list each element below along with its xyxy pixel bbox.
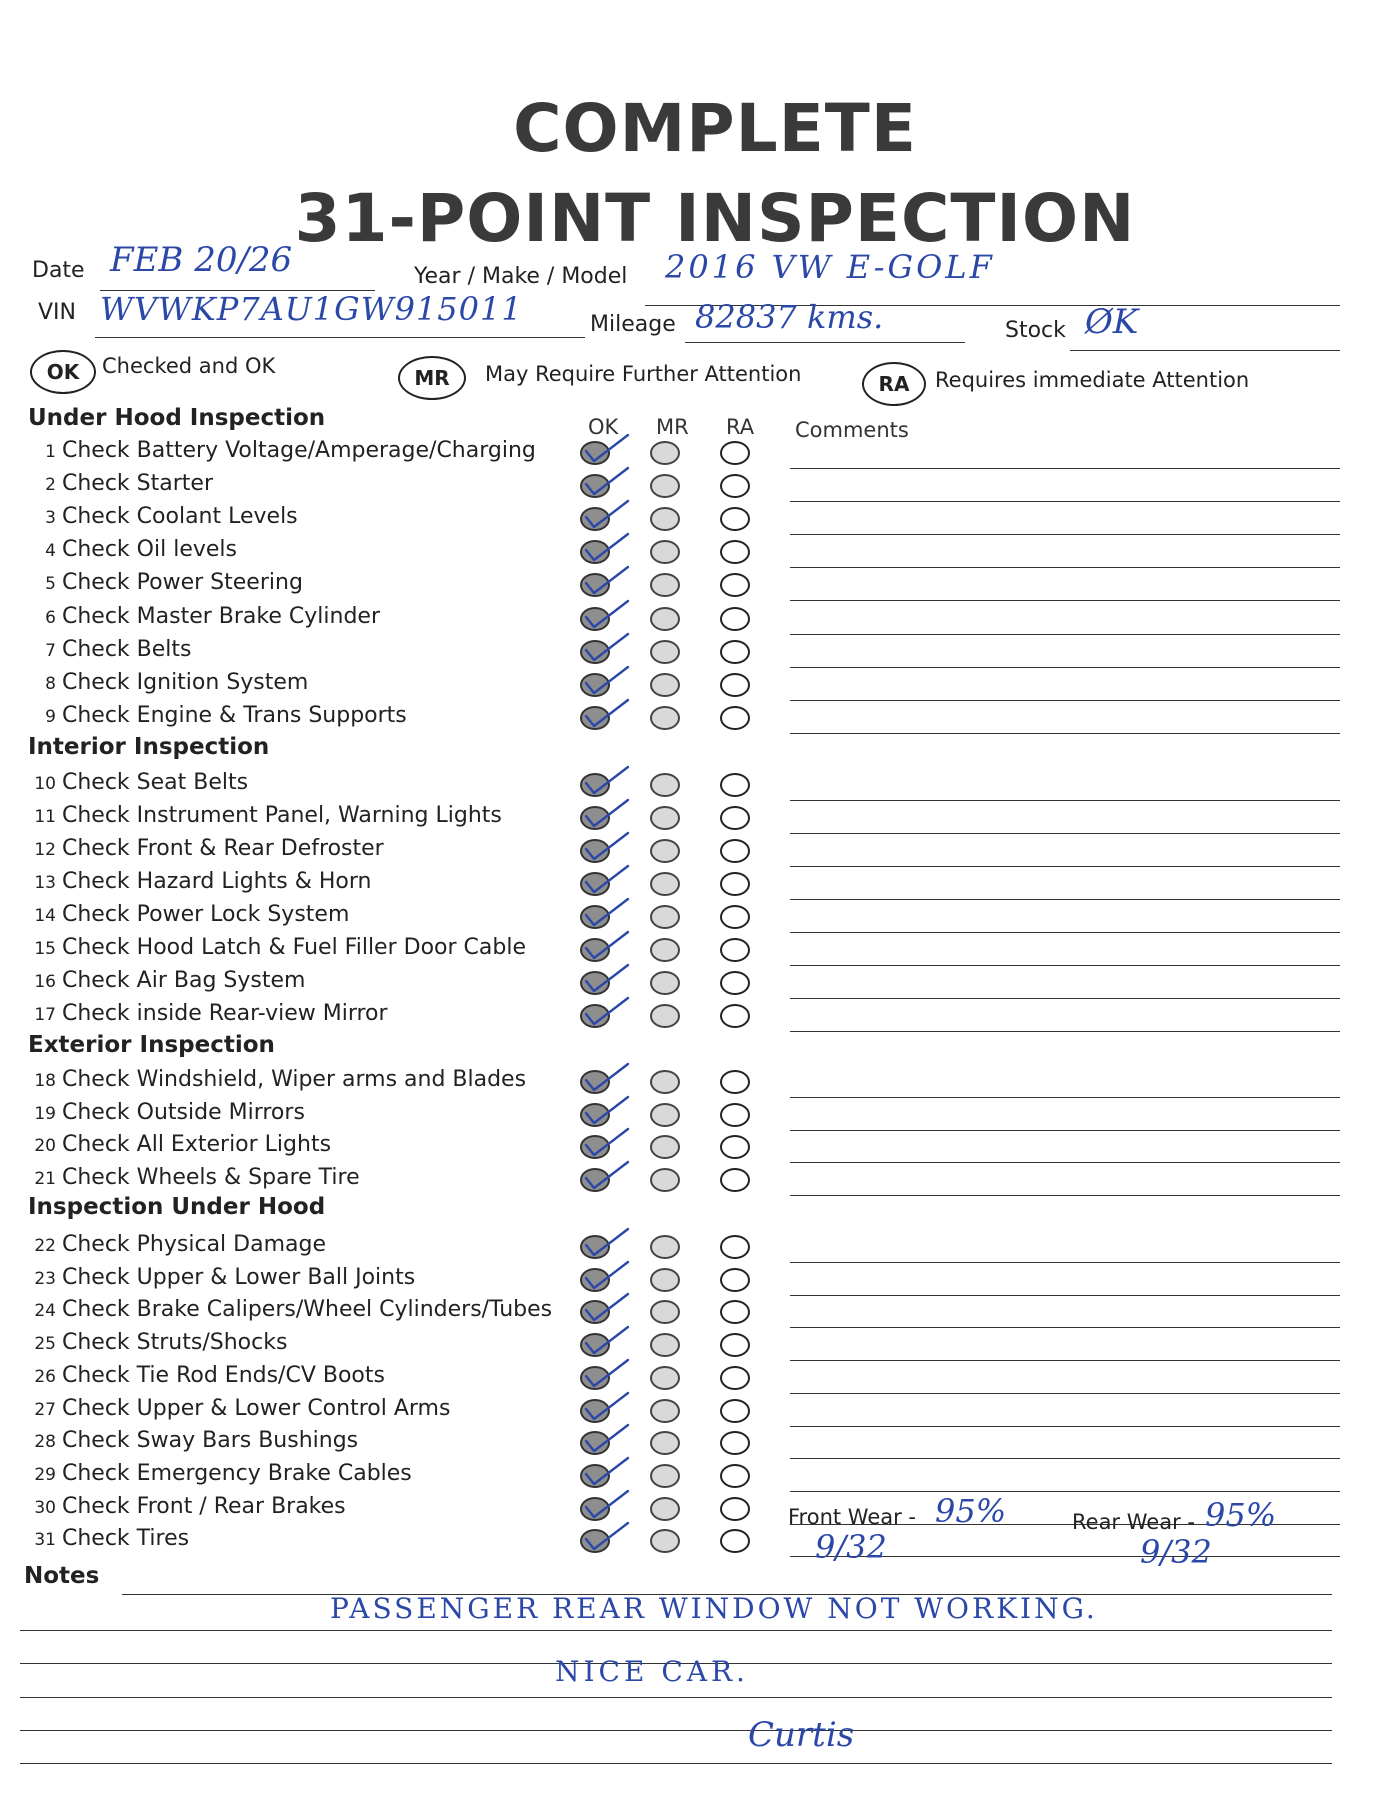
comment-line[interactable]	[790, 866, 1340, 867]
item-label: Check Tie Rod Ends/CV Boots	[62, 1362, 385, 1388]
front-wear-value[interactable]: 95%	[935, 1492, 1007, 1530]
comment-line[interactable]	[790, 1426, 1340, 1427]
ra-radio[interactable]	[720, 573, 750, 597]
mr-radio[interactable]	[650, 1103, 680, 1127]
item-number: 5	[45, 574, 56, 595]
checkmark-icon	[582, 431, 630, 465]
item-number: 13	[34, 873, 56, 893]
ra-radio[interactable]	[720, 1497, 750, 1521]
item-number: 14	[34, 906, 56, 926]
comment-line[interactable]	[790, 1295, 1340, 1296]
item-number: 12	[34, 840, 56, 860]
comment-line[interactable]	[790, 1097, 1340, 1098]
inspection-item	[30, 604, 380, 629]
front-wear-measure[interactable]: 9/32	[815, 1528, 887, 1566]
rear-wear-label: Rear Wear -	[1072, 1510, 1195, 1534]
signature: Curtis	[748, 1715, 855, 1755]
notes-line	[20, 1730, 1332, 1731]
form-title-line2: 31-POINT INSPECTION	[294, 180, 1136, 257]
ra-radio[interactable]	[720, 673, 750, 697]
ra-radio[interactable]	[720, 1333, 750, 1357]
ra-radio[interactable]	[720, 1399, 750, 1423]
checkmark-icon	[582, 829, 630, 863]
item-label: Check Coolant Levels	[62, 504, 298, 530]
item-number: 9	[45, 706, 56, 727]
mr-radio[interactable]	[650, 706, 680, 730]
comment-line[interactable]	[790, 667, 1340, 668]
mr-radio[interactable]	[650, 839, 680, 863]
comment-line[interactable]	[790, 965, 1340, 966]
rear-wear-value[interactable]: 95%	[1205, 1496, 1277, 1534]
checkmark-icon	[582, 895, 630, 929]
checkmark-icon	[582, 497, 630, 531]
inspection-item	[30, 869, 371, 894]
item-number: 4	[45, 541, 56, 562]
item-number: 28	[34, 1432, 56, 1453]
comment-line[interactable]	[790, 1262, 1340, 1263]
inspection-item	[30, 471, 213, 496]
legend-ok-badge: OK	[30, 350, 96, 394]
checkmark-icon	[582, 1519, 630, 1553]
inspection-item	[30, 1297, 552, 1322]
item-number: 2	[45, 475, 56, 496]
section-heading: Inspection Under Hood	[28, 1194, 326, 1220]
notes-line	[20, 1763, 1332, 1764]
inspection-item	[30, 438, 536, 463]
comment-line[interactable]	[790, 567, 1340, 568]
item-number: 26	[34, 1366, 56, 1387]
mr-radio[interactable]	[650, 1529, 680, 1553]
mr-radio[interactable]	[650, 640, 680, 664]
ra-radio[interactable]	[720, 938, 750, 962]
comment-line[interactable]	[790, 634, 1340, 635]
comment-line[interactable]	[790, 1458, 1340, 1459]
year-make-model-value[interactable]: 2016 VW E-GOLF	[665, 248, 995, 286]
item-number: 8	[45, 673, 56, 694]
mileage-value[interactable]: 82837 kms.	[695, 298, 884, 336]
vin-underline	[95, 337, 585, 338]
ra-radio[interactable]	[720, 1235, 750, 1259]
stock-underline	[1070, 350, 1340, 351]
item-number: 19	[34, 1103, 56, 1124]
mr-radio[interactable]	[650, 1135, 680, 1159]
checkmark-icon	[582, 1487, 630, 1521]
item-label: Check Windshield, Wiper arms and Blades	[62, 1067, 527, 1092]
mr-radio[interactable]	[650, 1168, 680, 1192]
checkmark-icon	[582, 994, 630, 1028]
checkmark-icon	[582, 630, 630, 664]
inspection-item	[30, 803, 502, 828]
comment-line[interactable]	[790, 833, 1340, 834]
item-label: Check Sway Bars Bushings	[62, 1428, 359, 1454]
inspection-item	[30, 1165, 360, 1190]
mr-radio[interactable]	[650, 806, 680, 830]
comment-line[interactable]	[790, 534, 1340, 535]
ra-radio[interactable]	[720, 706, 750, 730]
comment-line[interactable]	[790, 501, 1340, 502]
mr-radio[interactable]	[650, 1366, 680, 1390]
section-heading: Exterior Inspection	[28, 1032, 275, 1058]
checkmark-icon	[582, 1389, 630, 1423]
comment-line[interactable]	[790, 1327, 1340, 1328]
mr-radio[interactable]	[650, 1300, 680, 1324]
notes-text-line2[interactable]: NICE CAR.	[555, 1655, 749, 1688]
item-label: Check Power Lock System	[62, 902, 350, 927]
ra-radio[interactable]	[720, 1004, 750, 1028]
section-heading: Under Hood Inspection	[28, 405, 326, 431]
item-number: 22	[34, 1236, 56, 1256]
checkmark-icon	[582, 530, 630, 564]
mileage-label: Mileage	[590, 312, 676, 337]
item-label: Check Outside Mirrors	[62, 1099, 305, 1125]
ra-radio[interactable]	[720, 971, 750, 995]
checkmark-icon	[582, 796, 630, 830]
item-number: 20	[34, 1136, 56, 1157]
comment-line[interactable]	[790, 600, 1340, 601]
mr-radio[interactable]	[650, 773, 680, 797]
column-comments-header: Comments	[795, 418, 909, 442]
mr-radio[interactable]	[650, 1235, 680, 1259]
comment-line[interactable]	[790, 1491, 1340, 1492]
inspection-item	[30, 935, 526, 960]
item-number: 30	[34, 1497, 56, 1518]
vin-label: VIN	[38, 300, 76, 325]
comment-line[interactable]	[790, 1393, 1340, 1394]
inspection-item	[30, 1100, 305, 1125]
item-label: Check Air Bag System	[62, 968, 306, 993]
form-title-line1: COMPLETE	[513, 90, 917, 167]
ra-radio[interactable]	[720, 640, 750, 664]
item-label: Check Oil levels	[62, 537, 237, 563]
checkmark-icon	[582, 563, 630, 597]
ra-radio[interactable]	[720, 607, 750, 631]
checkmark-icon	[582, 1323, 630, 1357]
checkmark-icon	[582, 1290, 630, 1324]
mr-radio[interactable]	[650, 1497, 680, 1521]
item-label: Check Battery Voltage/Amperage/Charging	[62, 438, 536, 463]
comment-line[interactable]	[790, 998, 1340, 999]
checkmark-icon	[582, 1258, 630, 1292]
item-label: Check Front / Rear Brakes	[62, 1493, 346, 1519]
item-label: Check Starter	[62, 471, 213, 497]
item-label: Check Upper & Lower Ball Joints	[62, 1264, 416, 1290]
checkmark-icon	[582, 1060, 630, 1094]
stock-label: Stock	[1005, 318, 1066, 343]
vin-value[interactable]: WVWKP7AU1GW915011	[100, 290, 523, 328]
ra-radio[interactable]	[720, 1070, 750, 1094]
item-number: 6	[45, 607, 56, 628]
comment-line[interactable]	[790, 899, 1340, 900]
item-label: Check Wheels & Spare Tire	[62, 1164, 360, 1190]
mr-radio[interactable]	[650, 872, 680, 896]
mr-radio[interactable]	[650, 573, 680, 597]
item-label: Check Instrument Panel, Warning Lights	[62, 803, 502, 828]
item-label: Check Seat Belts	[62, 770, 249, 795]
item-number: 24	[34, 1301, 56, 1322]
ra-radio[interactable]	[720, 905, 750, 929]
item-number: 10	[34, 774, 56, 794]
inspection-item	[30, 1461, 412, 1486]
inspection-item	[30, 670, 308, 695]
item-number: 15	[34, 939, 56, 959]
checkmark-icon	[582, 1454, 630, 1488]
checkmark-icon	[582, 862, 630, 896]
section-heading: Interior Inspection	[28, 734, 270, 760]
inspection-item	[30, 1265, 415, 1290]
inspection-item	[30, 968, 305, 993]
mr-radio[interactable]	[650, 1464, 680, 1488]
item-number: 25	[34, 1334, 56, 1355]
item-label: Check Hazard Lights & Horn	[62, 869, 372, 894]
item-label: Check Master Brake Cylinder	[62, 603, 380, 629]
inspection-item	[30, 1330, 287, 1355]
ra-radio[interactable]	[720, 839, 750, 863]
checkmark-icon	[582, 1125, 630, 1159]
comment-line[interactable]	[790, 800, 1340, 801]
item-label: Check Brake Calipers/Wheel Cylinders/Tubes	[62, 1297, 553, 1323]
ra-radio[interactable]	[720, 1529, 750, 1553]
ra-radio[interactable]	[720, 1168, 750, 1192]
comment-line[interactable]	[790, 1360, 1340, 1361]
legend-mr-text: May Require Further Attention	[485, 362, 802, 386]
comment-line[interactable]	[790, 468, 1340, 469]
ra-radio[interactable]	[720, 773, 750, 797]
ra-radio[interactable]	[720, 1103, 750, 1127]
mr-radio[interactable]	[650, 938, 680, 962]
legend-ok-text: Checked and OK	[102, 354, 276, 378]
item-label: Check inside Rear-view Mirror	[62, 1001, 388, 1026]
mr-radio[interactable]	[650, 441, 680, 465]
notes-text-line1[interactable]: PASSENGER REAR WINDOW NOT WORKING.	[330, 1592, 1098, 1625]
ra-radio[interactable]	[720, 1464, 750, 1488]
checkmark-icon	[582, 1093, 630, 1127]
mr-radio[interactable]	[650, 507, 680, 531]
legend-ra-badge: RA	[862, 362, 926, 406]
ra-radio[interactable]	[720, 806, 750, 830]
ra-radio[interactable]	[720, 1300, 750, 1324]
checkmark-icon	[582, 1421, 630, 1455]
year-make-model-label: Year / Make / Model	[414, 264, 628, 289]
item-label: Check Belts	[62, 636, 192, 662]
checkmark-icon	[582, 1356, 630, 1390]
mr-radio[interactable]	[650, 607, 680, 631]
mr-radio[interactable]	[650, 1399, 680, 1423]
ra-radio[interactable]	[720, 1366, 750, 1390]
comment-line[interactable]	[790, 932, 1340, 933]
inspection-item	[30, 902, 349, 927]
inspection-item	[30, 1232, 326, 1257]
checkmark-icon	[582, 1225, 630, 1259]
inspection-item	[30, 836, 384, 861]
ra-radio[interactable]	[720, 540, 750, 564]
stock-value[interactable]: ØK	[1085, 302, 1139, 342]
checkmark-icon	[582, 763, 630, 797]
item-label: Check Tires	[62, 1526, 190, 1552]
ra-radio[interactable]	[720, 872, 750, 896]
ra-radio[interactable]	[720, 441, 750, 465]
mileage-underline	[685, 342, 965, 343]
item-number: 29	[34, 1464, 56, 1485]
inspection-item	[30, 1001, 388, 1026]
item-label: Check Emergency Brake Cables	[62, 1460, 412, 1486]
comment-line[interactable]	[790, 1162, 1340, 1163]
inspection-item	[30, 537, 237, 562]
date-label: Date	[32, 258, 85, 283]
item-label: Check Ignition System	[62, 669, 309, 695]
inspection-item	[30, 1067, 526, 1092]
item-number: 3	[45, 508, 56, 529]
mr-radio[interactable]	[650, 1333, 680, 1357]
checkmark-icon	[582, 928, 630, 962]
mr-radio[interactable]	[650, 673, 680, 697]
column-ok-header: OK	[588, 415, 619, 439]
inspection-item	[30, 1526, 189, 1551]
mr-radio[interactable]	[650, 540, 680, 564]
notes-line	[20, 1697, 1332, 1698]
mr-radio[interactable]	[650, 971, 680, 995]
inspection-item	[30, 1396, 450, 1421]
mr-radio[interactable]	[650, 905, 680, 929]
notes-line	[20, 1630, 1332, 1631]
comment-line[interactable]	[790, 1031, 1340, 1032]
item-label: Check Upper & Lower Control Arms	[62, 1395, 451, 1421]
checkmark-icon	[582, 1158, 630, 1192]
item-label: Check Engine & Trans Supports	[62, 702, 407, 728]
ra-radio[interactable]	[720, 1135, 750, 1159]
item-number: 23	[34, 1268, 56, 1289]
inspection-item	[30, 1494, 346, 1519]
notes-label: Notes	[24, 1563, 100, 1589]
item-number: 16	[34, 972, 56, 992]
item-label: Check Power Steering	[62, 570, 303, 596]
item-label: Check Front & Rear Defroster	[62, 836, 384, 861]
item-number: 31	[34, 1530, 56, 1551]
item-number: 7	[45, 640, 56, 661]
comment-line[interactable]	[790, 1130, 1340, 1131]
item-number: 21	[34, 1168, 56, 1189]
inspection-item	[30, 703, 407, 728]
rear-wear-measure[interactable]: 9/32	[1140, 1533, 1212, 1571]
ra-radio[interactable]	[720, 474, 750, 498]
inspection-item	[30, 1132, 331, 1157]
mr-radio[interactable]	[650, 474, 680, 498]
checkmark-icon	[582, 597, 630, 631]
item-number: 1	[45, 442, 56, 462]
column-mr-header: MR	[656, 415, 689, 439]
inspection-item	[30, 637, 192, 662]
mr-radio[interactable]	[650, 1431, 680, 1455]
mr-radio[interactable]	[650, 1070, 680, 1094]
comment-line[interactable]	[790, 1195, 1340, 1196]
mr-radio[interactable]	[650, 1268, 680, 1292]
inspection-item	[30, 770, 248, 795]
column-ra-header: RA	[726, 415, 755, 439]
item-number: 18	[34, 1071, 56, 1091]
checkmark-icon	[582, 663, 630, 697]
date-value[interactable]: FEB 20/26	[110, 240, 293, 280]
ra-radio[interactable]	[720, 507, 750, 531]
item-number: 11	[34, 807, 56, 827]
item-label: Check Struts/Shocks	[62, 1330, 288, 1356]
comment-line[interactable]	[790, 733, 1340, 734]
ra-radio[interactable]	[720, 1268, 750, 1292]
checkmark-icon	[582, 464, 630, 498]
inspection-item	[30, 570, 303, 595]
inspection-item	[30, 1363, 385, 1388]
item-label: Check Hood Latch & Fuel Filler Door Cable	[62, 935, 526, 960]
item-number: 17	[34, 1005, 56, 1025]
checkmark-icon	[582, 961, 630, 995]
checkmark-icon	[582, 696, 630, 730]
item-number: 27	[34, 1399, 56, 1420]
legend-mr-badge: MR	[398, 356, 466, 400]
inspection-item	[30, 504, 298, 529]
legend-ra-text: Requires immediate Attention	[935, 368, 1250, 392]
inspection-item	[30, 1428, 358, 1453]
comment-line[interactable]	[790, 700, 1340, 701]
mr-radio[interactable]	[650, 1004, 680, 1028]
ra-radio[interactable]	[720, 1431, 750, 1455]
item-label: Check All Exterior Lights	[62, 1132, 332, 1158]
item-label: Check Physical Damage	[62, 1232, 326, 1257]
front-wear-label: Front Wear -	[788, 1505, 916, 1529]
